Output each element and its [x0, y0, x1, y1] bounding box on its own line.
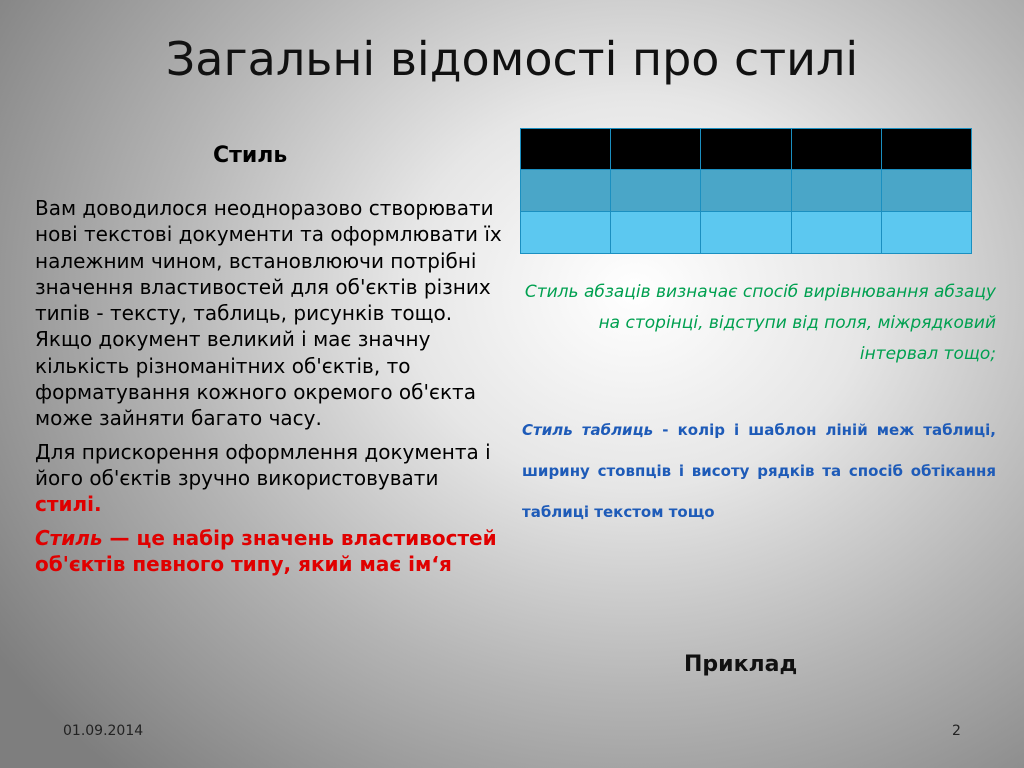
section-heading-style: Стиль [213, 143, 288, 168]
page-number: 2 [952, 723, 961, 739]
style-definition-text: — це набір значень властивостей об'єктів певного типу, який має ім‘я [35, 525, 497, 576]
table-style-preview [520, 128, 972, 254]
style-definition-term: Стиль [35, 525, 103, 550]
table-preview-cell [791, 212, 881, 254]
table-style-term: Стиль таблиць [522, 421, 654, 439]
paragraph-style-description: Стиль абзаців визначає спосіб вирівнювання абзацу на сторінці, відступи від поля, міжрядковий інтервал тощо; [524, 282, 996, 364]
left-text-body [35, 195, 505, 584]
styles-paragraph-text: Для прискорення оформлення документа і його об'єктів зручно використовувати [35, 439, 491, 490]
table-preview-cell [881, 129, 971, 170]
table-preview-row [521, 129, 972, 170]
table-preview-cell [701, 212, 791, 254]
table-preview-cell [881, 212, 971, 254]
table-preview-cell [611, 129, 701, 170]
styles-paragraph [35, 439, 505, 518]
slide-title: Загальні відомості про стилі [165, 32, 859, 86]
table-preview-cell [521, 129, 611, 170]
table-preview-cell [521, 212, 611, 254]
table-preview-cell [611, 170, 701, 212]
table-style-description [522, 410, 996, 533]
style-definition [35, 525, 505, 578]
example-label: Приклад [684, 652, 798, 677]
table-preview-cell [701, 129, 791, 170]
table-preview-cell [611, 212, 701, 254]
table-preview-cell [521, 170, 611, 212]
footer-date: 01.09.2014 [63, 723, 144, 739]
table-preview-cell [701, 170, 791, 212]
table-style-text: - колір і шаблон ліній меж таблиці, ширину стовпців і висоту рядків та спосіб обтікання таблиці текстом тощо [522, 421, 996, 521]
table-preview-row [521, 170, 972, 212]
intro-paragraph: Вам доводилося неодноразово створювати нові текстові документи та оформлювати їх належним чином, встановлюючи потрібні значення властивостей для об'єктів різних типів - тексту, таблиць, рисунків тощо. Якщо документ великий і має значну кількість різноманітних об'єктів, то форматування кожного окремого об'єкта може зайняти багато часу. [35, 196, 502, 431]
table-preview-cell [791, 170, 881, 212]
styles-highlight: стилі. [35, 492, 102, 517]
table-preview-cell [881, 170, 971, 212]
table-preview-cell [791, 129, 881, 170]
table-preview-row [521, 212, 972, 254]
